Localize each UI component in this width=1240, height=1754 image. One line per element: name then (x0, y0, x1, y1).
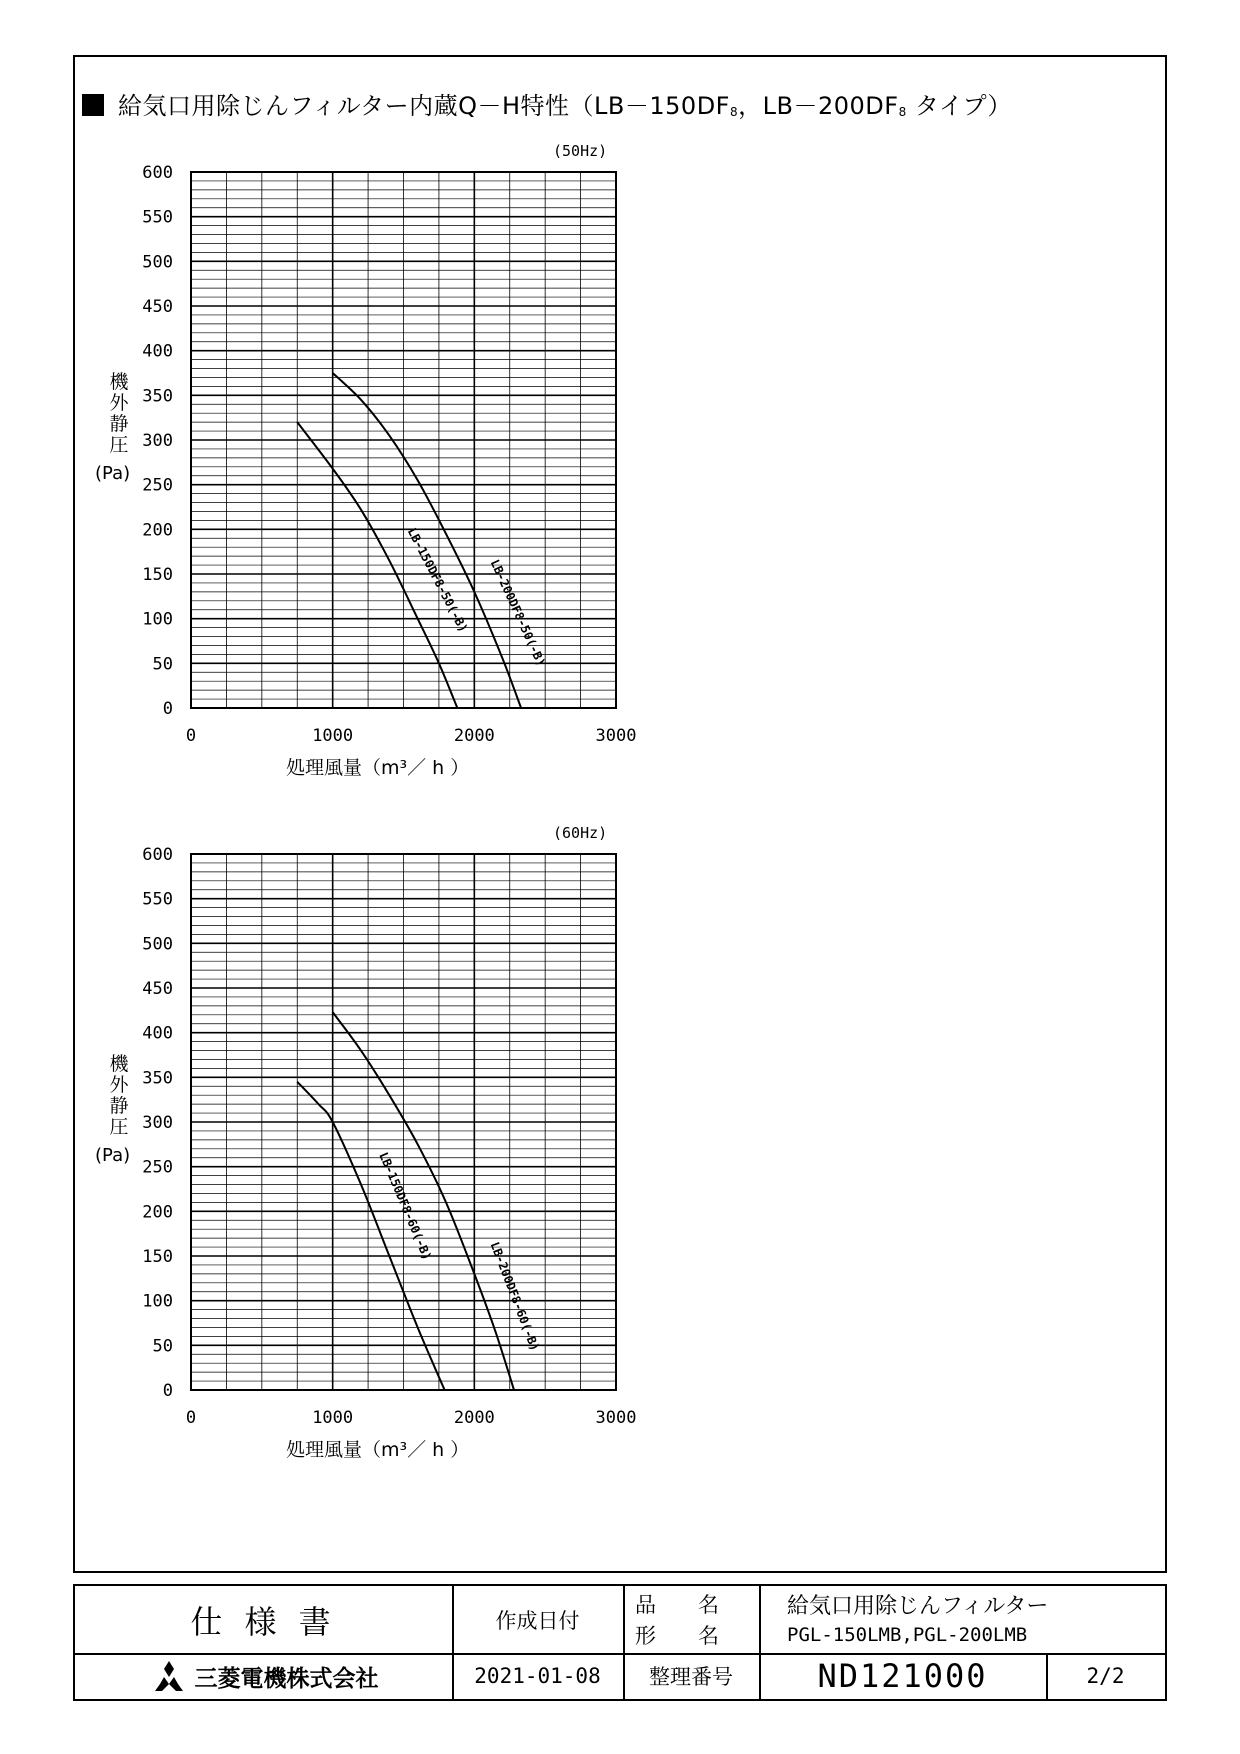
x-tick-label: 0 (185, 1408, 197, 1428)
y-tick-label: 50 (152, 654, 173, 675)
series-label: LB-200DF8-60(-B) (487, 1239, 542, 1353)
frequency-label: (60Hz) (553, 824, 608, 842)
title-suffix: タイプ） (906, 92, 1012, 120)
model-number: PGL-150LMB,PGL-200LMB (787, 1624, 1028, 1646)
y-tick-label: 550 (142, 889, 173, 910)
title-block (73, 1584, 1167, 1701)
doc-type: 仕 様 書 (190, 1602, 337, 1641)
mitsubishi-three-diamonds-icon (149, 1661, 189, 1691)
y-tick-label: 500 (142, 252, 173, 273)
y-tick-label: 600 (142, 845, 173, 865)
series-label: LB-200DF8-50(-B) (487, 557, 549, 669)
created-date: 2021-01-08 (474, 1664, 601, 1688)
y-tick-label: 250 (142, 475, 173, 496)
y-tick-label: 250 (142, 1157, 173, 1178)
y-tick-label: 450 (142, 979, 173, 999)
created-label: 作成日付 (495, 1608, 580, 1633)
y-tick-label: 550 (142, 207, 173, 228)
y-tick-label: 0 (162, 1381, 173, 1401)
chart-50hz (73, 140, 693, 780)
chart-svg-50hz (73, 140, 693, 780)
y-tick-label: 100 (142, 609, 173, 630)
page-title (82, 86, 1012, 121)
title-prefix: 給気口用除じんフィルター内蔵Q－H特性（LB－150DF (118, 92, 730, 120)
title-middle: ，LB－200DF (738, 92, 899, 120)
y-tick-label: 0 (162, 699, 173, 719)
x-tick-label: 1000 (312, 1408, 354, 1428)
y-tick-label: 400 (142, 1023, 173, 1044)
y-tick-label: 300 (142, 1113, 173, 1133)
y-tick-label: 150 (142, 565, 173, 585)
chart-60hz (73, 822, 693, 1462)
y-axis-label: 機外静圧 (109, 371, 129, 456)
y-tick-label: 300 (142, 431, 173, 451)
y-tick-label: 150 (142, 1247, 173, 1267)
y-tick-label: 100 (142, 1291, 173, 1312)
y-tick-label: 200 (142, 1202, 173, 1223)
x-tick-label: 0 (185, 726, 197, 746)
x-tick-label: 3000 (595, 1408, 637, 1428)
control-label: 整理番号 (649, 1665, 733, 1689)
x-tick-label: 2000 (453, 1408, 495, 1428)
product-name-label: 品 名 (635, 1593, 719, 1617)
y-tick-label: 450 (142, 297, 173, 317)
series-line (333, 373, 521, 708)
title-subscript-1: 8 (730, 105, 739, 119)
y-axis-unit: (Pa) (95, 463, 131, 484)
chart-svg-60hz (73, 822, 693, 1462)
y-tick-label: 50 (152, 1336, 173, 1357)
y-axis-label: 機外静圧 (109, 1053, 129, 1138)
x-tick-label: 3000 (595, 726, 637, 746)
company-label: 三菱電機株式会社 (194, 1665, 379, 1692)
y-tick-label: 500 (142, 934, 173, 955)
x-tick-label: 2000 (453, 726, 495, 746)
title-square-icon (82, 94, 104, 116)
page-number: 2/2 (1086, 1664, 1125, 1688)
title-subscript-2: 8 (898, 105, 907, 119)
x-axis-label: 処理風量（m³／ h ） (286, 757, 470, 779)
y-axis-unit: (Pa) (95, 1145, 131, 1166)
product-name: 給気口用除じんフィルター (787, 1593, 1049, 1619)
company-name (75, 1653, 452, 1699)
x-tick-label: 1000 (312, 726, 354, 746)
y-tick-label: 350 (142, 386, 173, 407)
y-tick-label: 350 (142, 1068, 173, 1089)
x-axis-label: 処理風量（m³／ h ） (286, 1439, 470, 1461)
y-tick-label: 400 (142, 341, 173, 362)
control-number: ND121000 (817, 1657, 988, 1695)
model-label: 形 名 (635, 1624, 719, 1648)
series-label: LB-150DF8-60(-B) (376, 1150, 435, 1263)
series-line (333, 1012, 514, 1390)
y-tick-label: 600 (142, 163, 173, 183)
frequency-label: (50Hz) (553, 142, 608, 160)
series-label: LB-150DF8-50(-B) (404, 525, 471, 635)
y-tick-label: 200 (142, 520, 173, 541)
